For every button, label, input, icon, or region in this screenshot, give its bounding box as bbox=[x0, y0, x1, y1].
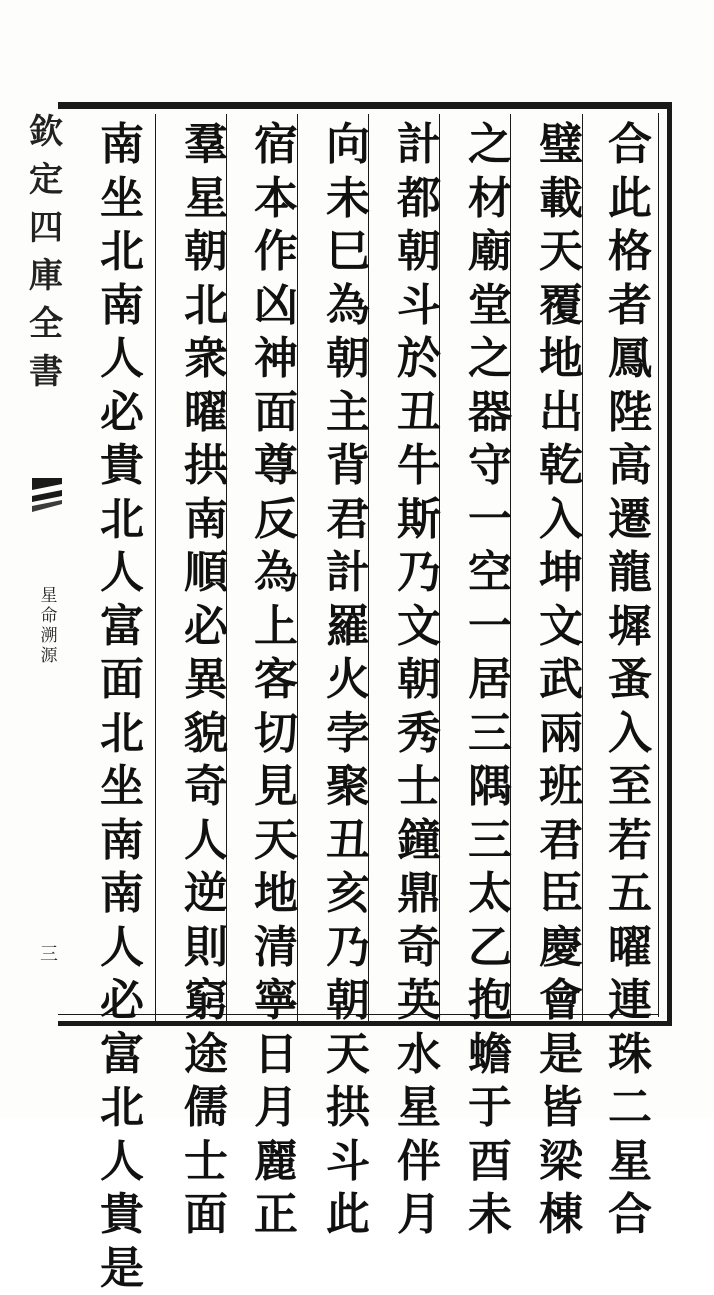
character: 南 bbox=[94, 867, 150, 921]
character: 火 bbox=[320, 653, 376, 707]
character: 入 bbox=[602, 707, 658, 761]
character: 孛 bbox=[320, 707, 376, 761]
character: 乾 bbox=[533, 439, 589, 493]
character: 客 bbox=[248, 653, 304, 707]
character: 拱 bbox=[320, 1081, 376, 1135]
character: 麗 bbox=[248, 1135, 304, 1189]
character: 必 bbox=[94, 386, 150, 440]
character: 乃 bbox=[320, 921, 376, 975]
character: 兩 bbox=[533, 707, 589, 761]
character: 富 bbox=[94, 1028, 150, 1082]
character: 南 bbox=[94, 814, 150, 868]
character: 丑 bbox=[320, 814, 376, 868]
page-number: 三 bbox=[34, 940, 64, 966]
character: 慶 bbox=[533, 921, 589, 975]
character: 文 bbox=[391, 600, 447, 654]
character: 璧 bbox=[533, 118, 589, 172]
text-column-8 bbox=[94, 118, 150, 1018]
character: 朝 bbox=[391, 653, 447, 707]
character: 英 bbox=[391, 974, 447, 1028]
character: 凶 bbox=[248, 279, 304, 333]
character: 為 bbox=[248, 546, 304, 600]
character: 士 bbox=[391, 760, 447, 814]
character: 材 bbox=[462, 172, 518, 226]
character: 計 bbox=[320, 546, 376, 600]
margin-character: 溯 bbox=[41, 626, 58, 646]
character: 羣 bbox=[178, 118, 234, 172]
text-column-3 bbox=[462, 118, 518, 1018]
character: 居 bbox=[462, 653, 518, 707]
margin-character: 書 bbox=[28, 348, 64, 396]
character: 未 bbox=[320, 172, 376, 226]
character: 必 bbox=[178, 600, 234, 654]
character: 寧 bbox=[248, 974, 304, 1028]
character: 坤 bbox=[533, 546, 589, 600]
character: 酉 bbox=[462, 1135, 518, 1189]
character: 隅 bbox=[462, 760, 518, 814]
character: 鼎 bbox=[391, 867, 447, 921]
character: 正 bbox=[248, 1188, 304, 1242]
character: 背 bbox=[320, 439, 376, 493]
text-column-4 bbox=[391, 118, 447, 1018]
frame-inner-rule-right bbox=[658, 113, 659, 1017]
margin-character: 欽 bbox=[28, 108, 64, 156]
character: 亥 bbox=[320, 867, 376, 921]
character: 都 bbox=[391, 172, 447, 226]
margin-character: 庫 bbox=[28, 252, 64, 300]
margin-character: 定 bbox=[28, 156, 64, 204]
character: 三 bbox=[462, 814, 518, 868]
character: 作 bbox=[248, 225, 304, 279]
character: 斗 bbox=[391, 279, 447, 333]
character: 巳 bbox=[320, 225, 376, 279]
character: 五 bbox=[602, 867, 658, 921]
character: 朝 bbox=[178, 225, 234, 279]
character: 星 bbox=[602, 1135, 658, 1189]
margin-character: 星 bbox=[41, 586, 58, 606]
character: 北 bbox=[178, 279, 234, 333]
character: 上 bbox=[248, 600, 304, 654]
character: 抱 bbox=[462, 974, 518, 1028]
character: 君 bbox=[320, 493, 376, 547]
character: 未 bbox=[462, 1188, 518, 1242]
character: 班 bbox=[533, 760, 589, 814]
character: 主 bbox=[320, 386, 376, 440]
character: 計 bbox=[391, 118, 447, 172]
character: 載 bbox=[533, 172, 589, 226]
character: 衆 bbox=[178, 332, 234, 386]
character: 乙 bbox=[462, 921, 518, 975]
character: 北 bbox=[94, 1081, 150, 1135]
character: 守 bbox=[462, 439, 518, 493]
character: 朝 bbox=[320, 974, 376, 1028]
character: 陛 bbox=[602, 386, 658, 440]
character: 覆 bbox=[533, 279, 589, 333]
character: 器 bbox=[462, 386, 518, 440]
character: 本 bbox=[248, 172, 304, 226]
character: 士 bbox=[178, 1135, 234, 1189]
character: 貴 bbox=[94, 1188, 150, 1242]
character: 於 bbox=[391, 332, 447, 386]
character: 異 bbox=[178, 653, 234, 707]
character: 切 bbox=[248, 707, 304, 761]
character: 斯 bbox=[391, 493, 447, 547]
character: 君 bbox=[533, 814, 589, 868]
character: 向 bbox=[320, 118, 376, 172]
character: 合 bbox=[602, 118, 658, 172]
character: 宿 bbox=[248, 118, 304, 172]
character: 梁 bbox=[533, 1135, 589, 1189]
text-column-1 bbox=[602, 118, 658, 1018]
margin-character: 四 bbox=[28, 204, 64, 252]
character: 清 bbox=[248, 921, 304, 975]
character: 南 bbox=[94, 118, 150, 172]
character: 天 bbox=[320, 1028, 376, 1082]
character: 朝 bbox=[391, 225, 447, 279]
character: 連 bbox=[602, 974, 658, 1028]
character: 神 bbox=[248, 332, 304, 386]
character: 堂 bbox=[462, 279, 518, 333]
character: 之 bbox=[462, 332, 518, 386]
character: 貌 bbox=[178, 707, 234, 761]
character: 曜 bbox=[602, 921, 658, 975]
character: 牛 bbox=[391, 439, 447, 493]
character: 人 bbox=[94, 1135, 150, 1189]
character: 于 bbox=[462, 1081, 518, 1135]
character: 月 bbox=[248, 1081, 304, 1135]
character: 墀 bbox=[602, 600, 658, 654]
character: 珠 bbox=[602, 1028, 658, 1082]
margin-character: 全 bbox=[28, 300, 64, 348]
character: 乃 bbox=[391, 546, 447, 600]
character: 出 bbox=[533, 386, 589, 440]
character: 為 bbox=[320, 279, 376, 333]
character: 北 bbox=[94, 707, 150, 761]
character: 天 bbox=[248, 814, 304, 868]
text-column-6 bbox=[248, 118, 304, 1018]
character: 一 bbox=[462, 493, 518, 547]
character: 曜 bbox=[178, 386, 234, 440]
character: 則 bbox=[178, 921, 234, 975]
character: 拱 bbox=[178, 439, 234, 493]
character: 地 bbox=[248, 867, 304, 921]
character: 北 bbox=[94, 493, 150, 547]
character: 此 bbox=[320, 1188, 376, 1242]
character: 之 bbox=[462, 118, 518, 172]
character: 是 bbox=[94, 1242, 150, 1295]
character: 會 bbox=[533, 974, 589, 1028]
character: 逆 bbox=[178, 867, 234, 921]
character: 面 bbox=[248, 386, 304, 440]
character: 若 bbox=[602, 814, 658, 868]
column-rule bbox=[155, 114, 156, 1022]
character: 者 bbox=[602, 279, 658, 333]
character: 皆 bbox=[533, 1081, 589, 1135]
text-column-5 bbox=[320, 118, 376, 1018]
character: 儒 bbox=[178, 1081, 234, 1135]
character: 高 bbox=[602, 439, 658, 493]
character: 蟾 bbox=[462, 1028, 518, 1082]
character: 聚 bbox=[320, 760, 376, 814]
character: 坐 bbox=[94, 760, 150, 814]
character: 星 bbox=[178, 172, 234, 226]
character: 尊 bbox=[248, 439, 304, 493]
character: 面 bbox=[94, 653, 150, 707]
character: 奇 bbox=[391, 921, 447, 975]
character: 是 bbox=[533, 1028, 589, 1082]
character: 棟 bbox=[533, 1188, 589, 1242]
character: 蚤 bbox=[602, 653, 658, 707]
character: 遷 bbox=[602, 493, 658, 547]
character: 太 bbox=[462, 867, 518, 921]
character: 面 bbox=[178, 1188, 234, 1242]
character: 合 bbox=[602, 1188, 658, 1242]
character: 文 bbox=[533, 600, 589, 654]
character: 月 bbox=[391, 1188, 447, 1242]
text-column-2 bbox=[533, 118, 589, 1018]
text-column-7 bbox=[178, 118, 234, 1018]
margin-character: 源 bbox=[41, 646, 58, 666]
character: 臣 bbox=[533, 867, 589, 921]
character: 廟 bbox=[462, 225, 518, 279]
character: 至 bbox=[602, 760, 658, 814]
character: 二 bbox=[602, 1081, 658, 1135]
character: 富 bbox=[94, 600, 150, 654]
character: 貴 bbox=[94, 439, 150, 493]
character: 人 bbox=[94, 921, 150, 975]
character: 鳳 bbox=[602, 332, 658, 386]
character: 武 bbox=[533, 653, 589, 707]
character: 星 bbox=[391, 1081, 447, 1135]
character: 一 bbox=[462, 600, 518, 654]
character: 順 bbox=[178, 546, 234, 600]
character: 此 bbox=[602, 172, 658, 226]
character: 秀 bbox=[391, 707, 447, 761]
character: 鐘 bbox=[391, 814, 447, 868]
character: 人 bbox=[94, 546, 150, 600]
character: 朝 bbox=[320, 332, 376, 386]
character: 人 bbox=[178, 814, 234, 868]
margin-character: 命 bbox=[41, 606, 58, 626]
character: 途 bbox=[178, 1028, 234, 1082]
character: 人 bbox=[94, 332, 150, 386]
character: 南 bbox=[94, 279, 150, 333]
character: 南 bbox=[178, 493, 234, 547]
character: 龍 bbox=[602, 546, 658, 600]
character: 天 bbox=[533, 225, 589, 279]
character: 斗 bbox=[320, 1135, 376, 1189]
character: 入 bbox=[533, 493, 589, 547]
character: 見 bbox=[248, 760, 304, 814]
character: 羅 bbox=[320, 600, 376, 654]
character: 空 bbox=[462, 546, 518, 600]
character: 三 bbox=[462, 707, 518, 761]
character: 奇 bbox=[178, 760, 234, 814]
character: 窮 bbox=[178, 974, 234, 1028]
character: 坐 bbox=[94, 172, 150, 226]
character: 水 bbox=[391, 1028, 447, 1082]
character: 丑 bbox=[391, 386, 447, 440]
character: 伴 bbox=[391, 1135, 447, 1189]
character: 日 bbox=[248, 1028, 304, 1082]
character: 反 bbox=[248, 493, 304, 547]
character: 必 bbox=[94, 974, 150, 1028]
character: 格 bbox=[602, 225, 658, 279]
character: 地 bbox=[533, 332, 589, 386]
character: 北 bbox=[94, 225, 150, 279]
